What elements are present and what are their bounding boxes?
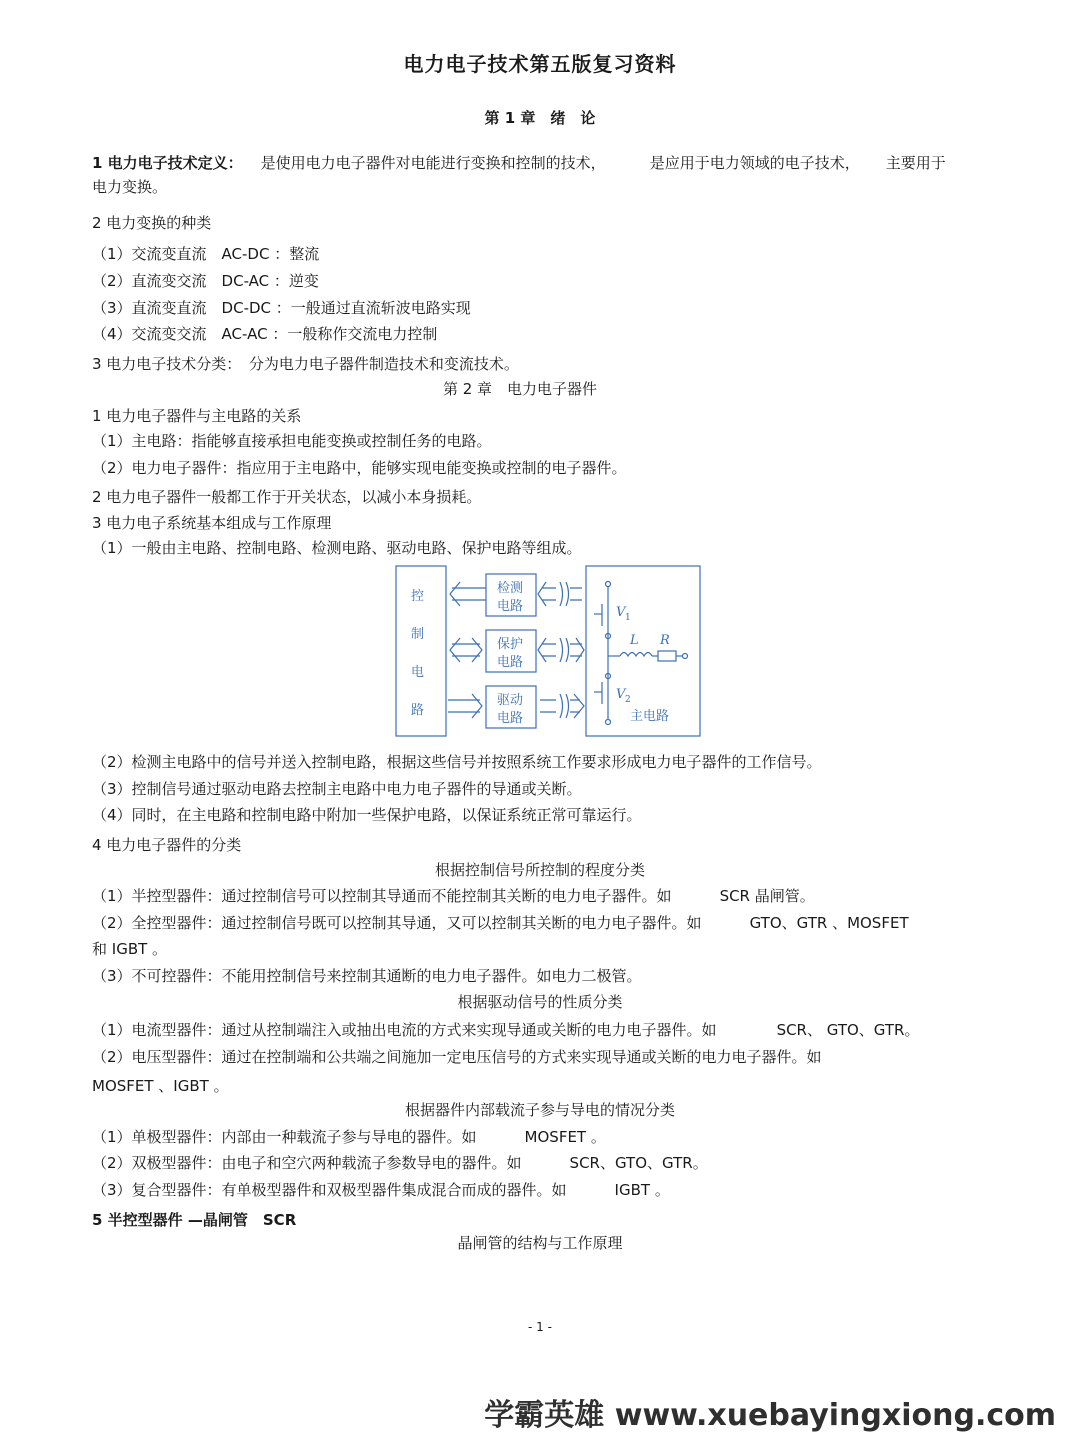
document-title: 电力电子技术第五版复习资料 [403, 52, 677, 76]
paragraph: 电力变换。 [92, 178, 168, 196]
text: （1）单极型器件：内部由一种载流子参与导电的器件。如 [92, 1128, 477, 1146]
text: SCR、GTO、GTR。 [569, 1154, 708, 1172]
list-item [92, 1127, 606, 1147]
v2-label: V [616, 687, 626, 702]
list-item: （3）直流变直流 DC-DC ：一般通过直流斩波电路实现 [92, 299, 471, 317]
text: 主要用于 [885, 154, 946, 172]
protect-label: 电路 [497, 655, 524, 670]
drive-label: 驱动 [497, 693, 524, 708]
list-item: （1）主电路：指能够直接承担电能变换或控制任务的电路。 [92, 432, 492, 450]
list-item: （2）检测主电路中的信号并送入控制电路，根据这些信号并按照系统工作要求形成电力电子器件的工作信号。 [92, 753, 822, 771]
list-item [92, 886, 815, 906]
v1-subscript: 1 [625, 613, 631, 623]
subheading: 根据驱动信号的性质分类 [457, 993, 623, 1011]
text: （3）复合型器件：有单极型器件和双极型器件集成混合而成的器件。如 [92, 1181, 567, 1199]
list-item [92, 1020, 919, 1040]
subheading: 根据控制信号所控制的程度分类 [434, 861, 645, 879]
l-label: L [630, 633, 639, 648]
item-label: 1 电力电子技术定义： [92, 154, 243, 172]
chapter-1-heading: 第 1 章 绪 论 [484, 109, 596, 127]
control-char: 控 [411, 589, 425, 604]
drive-label: 电路 [497, 711, 524, 726]
text: （2）全控型器件：通过控制信号既可以控制其导通，又可以控制其关断的电力电子器件。如 [92, 914, 702, 932]
section-heading: 3 电力电子系统基本组成与工作原理 [92, 514, 332, 532]
list-item: （2）直流变交流 DC-AC ：逆变 [92, 272, 319, 290]
subheading: 根据器件内部载流子参与导电的情况分类 [404, 1101, 675, 1119]
subheading: 晶闸管的结构与工作原理 [457, 1234, 623, 1252]
text: （1）电流型器件：通过从控制端注入或抽出电流的方式来实现导通或关断的电力电子器件。如 [92, 1021, 717, 1039]
detect-label: 电路 [497, 599, 524, 614]
watermark: 学霸英雄 www.xuebayingxiong.com [484, 1398, 1056, 1433]
section-heading: 1 电力电子器件与主电路的关系 [92, 407, 302, 425]
chapter-2-heading: 第 2 章 电力电子器件 [442, 380, 598, 398]
list-item: （3）不可控器件：不能用控制信号来控制其通断的电力电子器件。如电力二极管。 [92, 967, 642, 985]
list-item [92, 913, 909, 933]
section-heading: 4 电力电子器件的分类 [92, 836, 242, 854]
text: 是应用于电力领域的电子技术， [649, 154, 860, 172]
list-item: （2）电压型器件：通过在控制端和公共端之间施加一定电压信号的方式来实现导通或关断的电力电子器件。如 [92, 1048, 822, 1066]
control-char: 路 [411, 703, 425, 718]
text: IGBT 。 [614, 1181, 670, 1199]
v2-subscript: 2 [625, 695, 631, 705]
list-item: （3）控制信号通过驱动电路去控制主电路中电力电子器件的导通或关断。 [92, 780, 582, 798]
text: 是使用电力电子器件对电能进行变换和控制的技术， [260, 154, 606, 172]
text: MOSFET 。 [524, 1128, 606, 1146]
list-item [92, 1153, 708, 1173]
list-item: （1）交流变直流 AC-DC ：整流 [92, 245, 320, 263]
text: GTO、GTR 、MOSFET [749, 914, 909, 932]
r-label: R [660, 633, 670, 648]
detect-label: 检测 [497, 581, 524, 596]
paragraph: 2 电力电子器件一般都工作于开关状态，以减小本身损耗。 [92, 488, 482, 506]
control-char: 电 [411, 665, 425, 680]
text: （2）双极型器件：由电子和空穴两种载流子参数导电的器件。如 [92, 1154, 522, 1172]
text: SCR 晶闸管。 [719, 887, 815, 905]
list-item: （4）交流变交流 AC-AC ：一般称作交流电力控制 [92, 325, 438, 343]
list-item: （1）一般由主电路、控制电路、检测电路、驱动电路、保护电路等组成。 [92, 539, 582, 557]
list-item: （2）电力电子器件：指应用于主电路中，能够实现电能变换或控制的电子器件。 [92, 459, 627, 477]
page-number: - 1 - [528, 1320, 552, 1334]
v1-label: V [616, 605, 626, 620]
list-item: MOSFET 、IGBT 。 [92, 1077, 229, 1095]
text: SCR、 GTO、GTR。 [776, 1021, 920, 1039]
list-item: 和 IGBT 。 [92, 940, 168, 958]
section-heading: 5 半控型器件 —晶闸管 SCR [92, 1211, 297, 1229]
paragraph: 3 电力电子技术分类： 分为电力电子器件制造技术和变流技术。 [92, 355, 519, 373]
control-char: 制 [411, 627, 425, 642]
main-circuit-label: 主电路 [630, 709, 670, 724]
protect-label: 保护 [497, 637, 524, 652]
list-item [92, 1180, 670, 1200]
paragraph [92, 153, 946, 173]
list-item: （4）同时，在主电路和控制电路中附加一些保护电路，以保证系统正常可靠运行。 [92, 806, 642, 824]
system-block-diagram [394, 564, 704, 740]
section-heading: 2 电力变换的种类 [92, 214, 212, 232]
text: （1）半控型器件：通过控制信号可以控制其导通而不能控制其关断的电力电子器件。如 [92, 887, 672, 905]
